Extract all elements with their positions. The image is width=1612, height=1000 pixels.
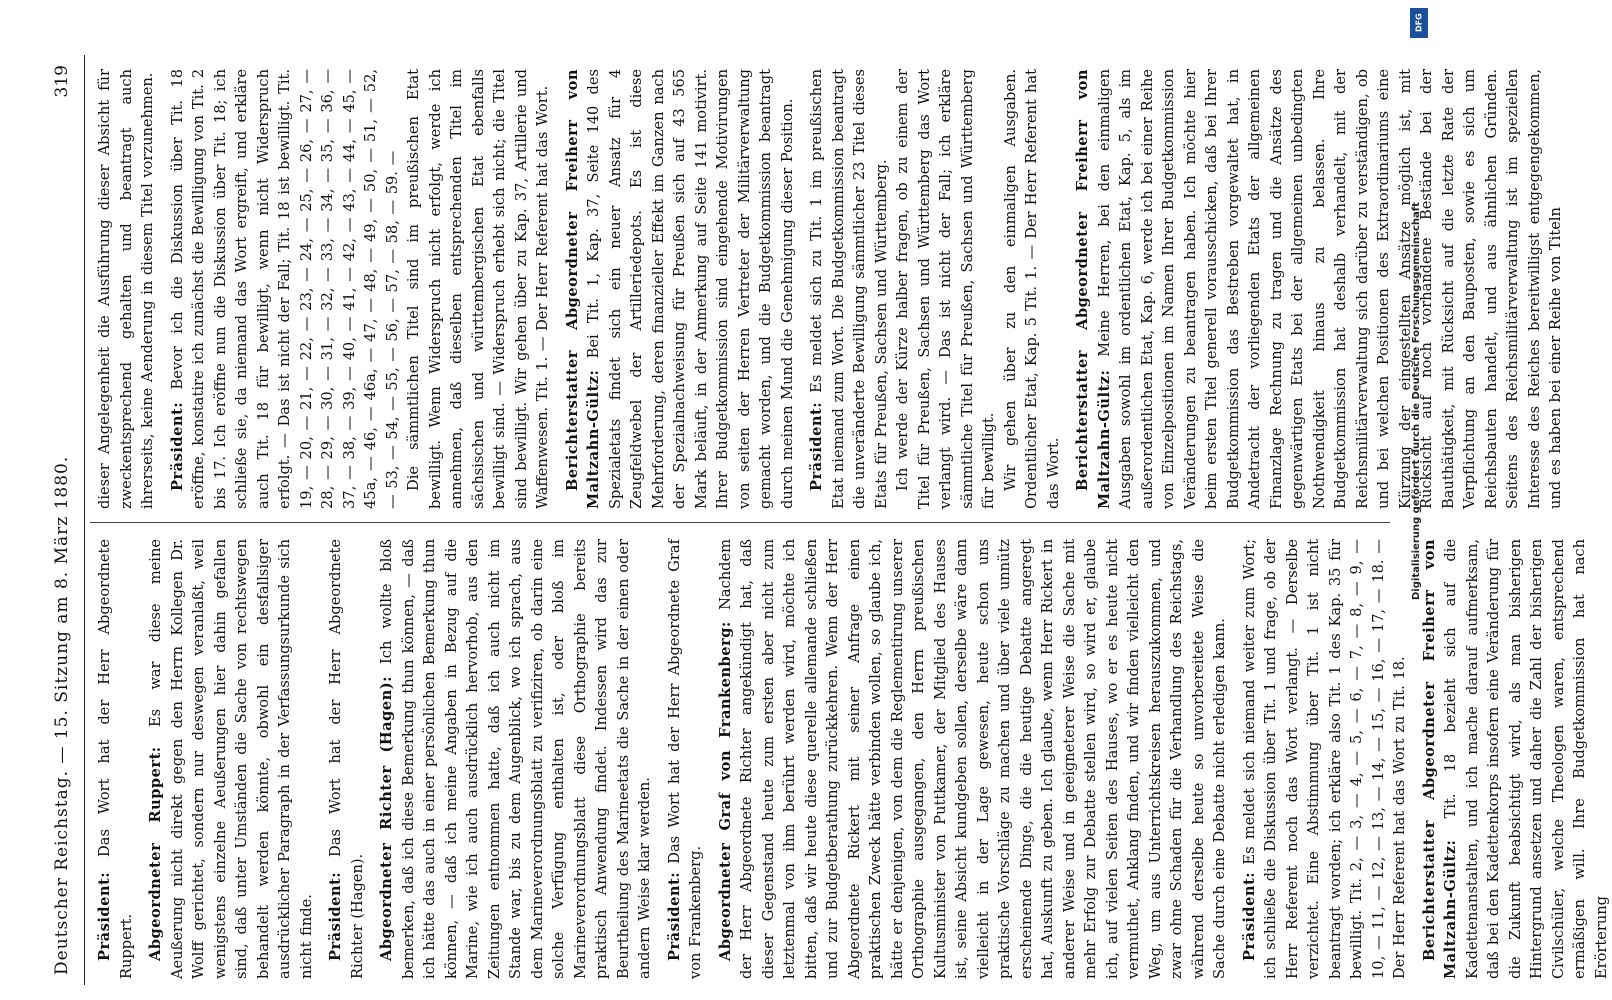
paragraph-text: Das Wort hat der Herr Abgeordnete Graf von Frankenberg.: [665, 538, 704, 979]
left-column: [94, 538, 1610, 979]
paragraph: [145, 539, 317, 979]
paragraph-text: Das Wort hat der Herr Abgeordnete Richter (Hagen).: [327, 539, 366, 979]
speaker-label: Berichterstatter Abgeordneter Freiherr von Maltzahn-Gültz:: [1420, 539, 1459, 979]
speaker-label: Präsident:: [96, 871, 113, 961]
paragraph-text: Nachdem der Herr Abgeordnete Richter angekündigt hat, daß dieser Gegenstand heute zum ersten aber nicht zum letztenmal von ihm berührt werden wird, möchte ich bitten, daß wir heute diese querelle allemande schließen und zur Budgetberathung zurückkehren. Wenn der Herr Abgeordnete Rickert mit seiner Anfrage einen praktischen Zweck hätte verbinden wollen, so glaube ich, hätte er denjenigen, von dem die Reglementirung unserer Orthographie ausgegangen, den Herrn preußischen Kultusminister von Puttkamer, der Mitglied des Hauses ist, seine Absicht kundgeben sollen, derselbe wäre dann vielleicht in der Lage gewesen, heute schon uns praktische Vorschläge zu machen und über viele unnütz erscheinende Dinge, die die heutige Debatte angeregt hat, Auskunft zu geben. Ich glaube, wenn Herr Rickert in anderer Weise und in geeigneterer Weise die Sache mit mehr Erfolg zur Debatte stellen wird, so wird er, glaube ich, auf vielen Seiten des Hauses, wo er es heute nicht vermuthet, Anklang finden, und wir finden vielleicht den Weg, um aus Unterrichtskreisen herauszukommen, und zwar ohne Schaden für die Verhandlung des Reichstags, während derselbe heute so unvorbereitete Weise die Sache durch eine Debatte nicht erledigen kann.: [716, 538, 1228, 979]
paragraph: [892, 69, 1000, 509]
dfg-logo: [1410, 8, 1428, 38]
paragraph: [325, 539, 368, 979]
column-divider: [90, 522, 1390, 523]
speaker-label: Berichterstatter Abgeordneter Freiherr von Maltzahn-Gültz:: [1074, 69, 1113, 509]
dfg-logo-text: DFG: [1414, 13, 1424, 33]
paragraph: [94, 539, 137, 979]
paragraph-text: Die sämmtlichen Titel sind im preußischen Etat bewilligt. Wenn Widerspruch nicht erfolgt, werde ich annehmen, daß dieselben entsprechenden Titel im sächsischen und württembergischen Etat ebenfalls bewilligt sind. — Widerspruch erhebt sich nicht; die Titel sind bewilligt. Wir gehen über zu Kap. 37, Artillerie und Waffenwesen. Tit. 1. — Der Herr Referent hat das Wort.: [405, 69, 551, 509]
page-number: 319: [52, 65, 72, 98]
paragraph: [562, 69, 799, 509]
paragraph: [403, 69, 554, 509]
paragraph-text: Das Wort hat der Herr Abgeordnete Ruppert.: [96, 539, 135, 979]
paragraph: [1000, 69, 1065, 509]
paragraph-text: Es war diese meine Aeußerung nicht direkt gegen den Herrn Kollegen Dr. Wolff gerichtet, sondern nur deswegen veranlaßt, weil wenigstens einzelne Aeußerungen hier dahin gefallen sind, daß unter Umständen die Sache von rechtswegen behandelt werden könnte, obwohl ein desfallsiger ausdrücklicher Paragraph in der Verfassungsurkunde sich nicht finde.: [147, 539, 315, 979]
paragraph-text: Bei Tit. 1, Kap. 37, Seite 140 des Spezialetats findet sich ein neuer Ansatz für 4 Zeugfeldwebel der Artilleriedepots. Es ist diese Mehrforderung, deren finanzieller Effekt im Ganzen nach der Spezialnachweisung für Preußen sich auf 43 565 Mark beläuft, in der Anmerkung auf Seite 141 motivirt. Ihrer Budgetkommission sind eingehende Motivirungen von seiten der Herren Vertreter der Militärverwaltung gemacht worden, und die Budgetkommission beantragt durch meinen Mund die Genehmigung dieser Position.: [585, 68, 796, 509]
speaker-label: Präsident:: [168, 401, 186, 491]
speaker-label: Berichterstatter Abgeordneter Freiherr von Maltzahn-Gültz:: [563, 69, 602, 509]
paragraph-text: Tit. 18 bezieht sich auf die Kadettenanstalten, und ich mache darauf aufmerksam, daß bei den Kadettenkorps insofern eine Veränderung für die Zukunft beabsichtigt wird, als man bisherigen Hintergrund ansetzen und daher die Zahl der bisherigen Civilschüler, welche Theologen waren, entsprechend ermäßigen will. Ihre Budgetkommission hat nach Erörterung: [1442, 538, 1610, 979]
header-rule: [84, 55, 85, 985]
paragraph: [94, 69, 159, 509]
paragraph-text: Wir gehen über zu den einmaligen Ausgaben. Ordentlicher Etat, Kap. 5 Tit. 1. — Der Herr Referent hat das Wort.: [1001, 69, 1062, 509]
paragraph: [664, 539, 707, 979]
speaker-label: Abgeordneter Ruppert:: [147, 746, 164, 961]
paragraph: [376, 539, 656, 979]
page-header: [50, 55, 90, 985]
running-title: Deutscher Reichstag. — 15. Sitzung am 8. März 1880.: [52, 455, 72, 975]
speaker-label: Abgeordneter Richter (Hagen):: [378, 675, 395, 961]
paragraph: [806, 69, 892, 509]
paragraph-text: Es meldet sich zu Tit. 1 im preußischen Etat niemand zum Wort. Die Budgetkommission beantragt die unveränderte Bewilligung sämmtlicher 23 Titel dieses Etats für Preußen, Sachsen und Württemberg.: [808, 68, 890, 509]
paragraph-text: Bevor ich die Diskussion über Tit. 18 eröffne, konstatire ich zunächst die Bewilligung von Tit. 2 bis 17. Ich eröffne nun die Diskussion über Tit. 18; ich schließe sie, da niemand das Wort ergreift, und erkläre auch Tit. 18 für bewilligt, wenn nicht Widerspruch erfolgt. — Das ist nicht der Fall; Tit. 18 ist bewilligt. Tit. 19, — 20, — 21, — 22, — 23, — 24, — 25, — 26, — 27, — 28, — 29, — 30, — 31, — 32, — 33, — 34, — 35, — 36, — 37, — 38, — 39, — 40, — 41, — 42, — 43, — 44, — 45, — 45a, — 46, — 46a, — 47, — 48, — 49, — 50, — 51, — 52, — 53, — 54, — 55, — 56, — 57, — 58, — 59. —: [168, 69, 401, 509]
paragraph-text: Ich wollte bloß bemerken, daß ich diese Bemerkung thun können, — daß ich hätte das auch in einer persönlichen Bemerkung thun können, — daß ich meine Angaben in Bezug auf die Marine, wie ich auch ausdrücklich hervorhob, aus den Zeitungen entnommen hatte, daß ich auch nicht im Stande war, bis zu dem Augenblick, wo ich sprach, aus dem Marineverordnungsblatt zu verifiziren, ob darin eine solche Verfügung enthalten ist, oder bloß im Marineverordnungsblatt diese Orthographie bereits praktisch Anwendung findet. Indessen wird das zur Beurtheilung des Marineetats die Sache in der einen oder andern Weise klar werden.: [378, 538, 653, 979]
digitization-credit: Digitalisierung gefördert durch die Deutsche Forschungsgemeinschaft: [1411, 202, 1422, 600]
paragraph: [167, 69, 404, 509]
paragraph-text: Ich werde der Kürze halber fragen, ob zu einem der Titel für Preußen, Sachsen und Württemberg das Wort verlangt wird. — Das ist nicht der Fall; ich erkläre sämmtliche Titel für Preußen, Sachsen und Württemberg für bewilligt.: [894, 69, 997, 509]
speaker-label: Präsident:: [327, 871, 344, 961]
paragraph: [1239, 539, 1411, 979]
speaker-label: Präsident:: [665, 871, 683, 961]
speaker-label: Präsident:: [1240, 871, 1258, 961]
paragraph-text: dieser Angelegenheit die Ausführung dieser Absicht für zweckentsprechend gehalten und beantragt auch ihrerseits, keine Aenderung in diesem Titel vorzunehmen.: [96, 69, 156, 509]
paragraph: [1072, 69, 1567, 509]
speaker-label: Abgeordneter Graf von Frankenberg:: [716, 621, 734, 961]
paragraph-text: Meine Herren, bei den einmaligen Ausgaben sowohl im ordentlichen Etat, Kap. 5, als im außerordentlichen Etat, Kap. 6, werde ich bei einer Reihe von Einzelpositionen im Namen Ihrer Budgetkommission Veränderungen zu beantragen haben. Ich möchte hier beim ersten Titel generell vorausschicken, daß bei Ihrer Budgetkommission das Bestreben vorgewaltet hat, in Andetracht der vorliegenden Etats der allgemeinen Finanzlage Rechnung zu tragen und die Ansätze des gegenwärtigen Etats bei der allgemeinen unbedingten Nothwendigkeit hinaus zu belassen. Ihre Budgetkommission hat deshalb verhandelt, mit der Reichsmilitärverwaltung sich darüber zu verständigen, ob und bei welchen Positionen des Extraordinariums eine Kürzung der eingestellten Ansätze möglich ist, mit Rücksicht auf noch vorhandene Bestände bei der Bauthätigkeit, mit Rücksicht auf die letzte Rate der Verpflichtung an den Bauposten, sowie es sich um Reichsbauten handelt, und aus ähnlichen Gründen. Seitens des Reichsmilitärverwaltung ist im speziellen Interesse des Reiches bereitwilligst entgegengekommen, und es haben bei einer Reihe von Titeln: [1095, 69, 1564, 509]
paragraph: [715, 539, 1231, 979]
speaker-label: Präsident:: [808, 401, 825, 491]
paragraph: [1419, 539, 1612, 979]
paragraph-text: Es meldet sich niemand weiter zum Wort; ich schließe die Diskussion über Tit. 1 und frage, ob der Herr Referent noch das Wort verlangt. — Derselbe verzichtet. Eine Abstimmung über Tit. 1 ist nicht beantragt worden; ich erkläre also Tit. 1 des Kap. 35 für bewilligt. Tit. 2, — 3, — 4, — 5, — 6, — 7, — 8, — 9, — 10, — 11, — 12, — 13, — 14, — 15, — 16, — 17, — 18. — Der Herr Referent hat das Wort zu Tit. 18.: [1240, 539, 1408, 979]
